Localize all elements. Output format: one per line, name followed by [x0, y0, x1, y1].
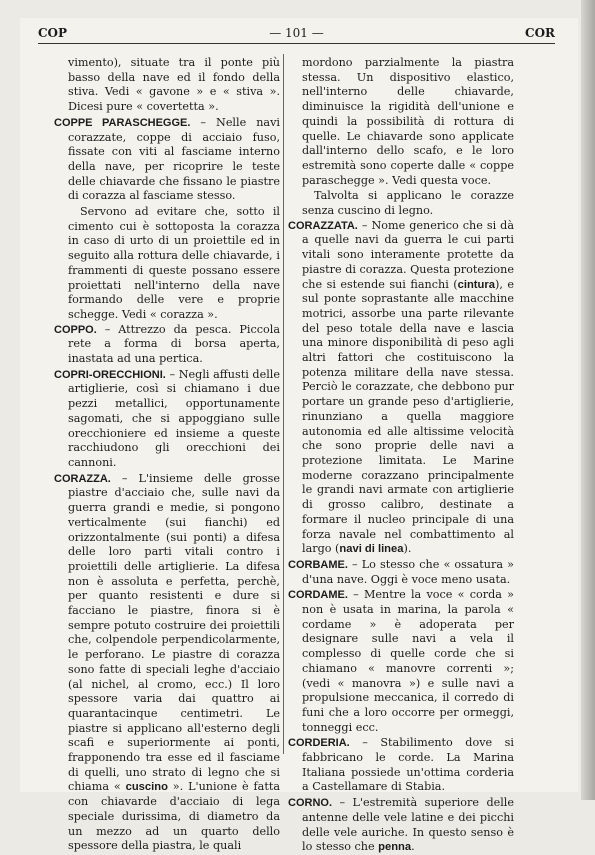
- entry-term: COPRI-ORECCHIONI.: [54, 368, 166, 381]
- entry-cordame: CORDAME. – Mentre la voce « corda » non è usata in marina, la parola « cordame » è adoperata per designare sulle navi a vela il complesso di quelle corde che si chiamano « manovre correnti »; (vedi « manovra ») e sulle navi a propulsione meccanica, il corredo di funi che a loro occorre per ormeggi, tonneggi ecc.: [288, 588, 514, 734]
- entry-term: CORNO.: [288, 797, 332, 810]
- header-right-guideword: COR: [525, 26, 555, 40]
- entry-corazza: CORAZZA. – L'insieme delle grosse piastre d'acciaio che, sulle navi da guerra grandi e medie, si pongono verticalmente (sui fianchi) ed orizzontalmente (sui ponti) a difesa delle loro parti vitali contro i proiettili delle artiglierie. La difesa non è assoluta e perfetta, perchè, per quanto resistenti e dure si facciano le piastre, finora si è sempre potuto costruire dei proiettili che, colpendole perpendicolarmente, le perforano. Le piastre di corazza sono fatte di speciali leghe d'acciaio (al nichel, al cromo, ecc.) Il loro spessore varia dai quattro ai quarantacinque centimetri. Le piastre si applicano all'esterno degli scafi e superiormente ai ponti, frapponendo tra esse ed il fasciame di quelli, uno strato di legno che si chiama « cuscino ». L'unione è fatta con chiavarde d'acciaio di lega speciale durissima, di diametro da un mezzo ad un quarto dello spessore della piastra, le quali: [54, 471, 280, 853]
- bold-term: cuscino: [125, 781, 168, 794]
- entry-term: CORAZZATA.: [288, 219, 358, 232]
- entry-corbame: CORBAME. – Lo stesso che « ossatura » d'una nave. Oggi è voce meno usata.: [288, 557, 514, 586]
- entry-term: CORBAME.: [288, 558, 348, 571]
- entry-paragraph: Servono ad evitare che, sotto il cimento cui è sottoposta la corazza in caso di urto di un proiettile ed in seguito alla rottura delle chiavarde, i frammenti di queste possano essere proiettati nell'interno della nave formando delle vere e proprie schegge. Vedi « corazza ».: [68, 205, 280, 321]
- entry-coppe-paraschegge: COPPE PARASCHEGGE. – Nelle navi corazzate, coppe di acciaio fuso, fissate con viti al fasciame interno della nave, per ricoprire le teste delle chiavarde che fissano le piastre di corazza al fasciame stesso.: [54, 115, 280, 203]
- entry-coppo: COPPO. – Attrezzo da pesca. Piccola rete a forma di borsa aperta, inastata ad una pertica.: [54, 322, 280, 366]
- entry-term: CORDERIA.: [288, 737, 350, 750]
- entry-term: CORDAME.: [288, 589, 348, 602]
- column-divider: [283, 54, 284, 754]
- page-number: — 101 —: [269, 26, 324, 40]
- bold-term: navi di linea: [339, 543, 404, 556]
- entry-copri-orecchioni: COPRI-ORECCHIONI. – Negli affusti delle artiglierie, così si chiamano i due pezzi metallici, opportunamente sagomati, che si appoggiano sulle orecchioniere ed insieme a queste racchiudono gli orecchioni dei cannoni.: [54, 367, 280, 469]
- left-column: [54, 56, 280, 853]
- entry-continuation: vimento), situate tra il ponte più basso della nave ed il fondo della stiva. Vedi « gavone » e « stiva ». Dicesi pure « covertetta ».: [68, 56, 280, 114]
- entry-corderia: CORDERIA. – Stabilimento dove si fabbricano le corde. La Marina Italiana possiede un'ottima corderia a Castellamare di Stabia.: [288, 736, 514, 794]
- header-left-guideword: COP: [38, 26, 68, 40]
- entry-term: CORAZZA.: [54, 472, 111, 485]
- entry-term: COPPE PARASCHEGGE.: [54, 116, 191, 129]
- entry-corno: CORNO. – L'estremità superiore delle antenne delle vele latine e dei picchi delle vele auriche. In questo senso è lo stesso che penna.: [288, 796, 514, 854]
- entry-corazzata: CORAZZATA. – Nome generico che si dà a quelle navi da guerra le cui parti vitali sono interamente protette da piastre di corazza. Questa protezione che si estende sui fianchi (cintura), e sul ponte soprastante alle macchine motrici, assorbe una parte rilevante del peso totale della nave e lascia una minore disponibilità di peso agli altri fattori che costituiscono la potenza militare della nave stessa. Perciò le corazzate, che debbono pur portare un grande peso d'artiglierie, rinunziano a quella maggiore autonomia ed alle altissime velocità che sono proprie delle navi a protezione limitata. Le Marine moderne corazzano principalmente le grandi navi armate con artiglierie di grosso calibro, destinate a formare il nucleo principale di una forza navale nel combattimento al largo (navi di linea).: [288, 218, 514, 556]
- bold-term: cintura: [457, 278, 495, 291]
- entry-paragraph: Talvolta si applicano le corazze senza cuscino di legno.: [302, 189, 514, 218]
- header-rule: [38, 43, 555, 44]
- scan-edge-shadow: [581, 0, 595, 800]
- entry-term: COPPO.: [54, 323, 97, 336]
- right-column: [288, 56, 514, 854]
- bold-term: penna: [378, 841, 412, 854]
- page-header: [38, 26, 555, 46]
- entry-continuation: mordono parzialmente la piastra stessa. Un dispositivo elastico, nell'interno delle chiavarde, diminuisce la rigidità dell'unione e quindi la possibilità di rottura di quelle. Le chiavarde sono applicate dall'interno dello scafo, e le loro estremità sono coperte dalle « coppe paraschegge ». Vedi questa voce.: [302, 56, 514, 187]
